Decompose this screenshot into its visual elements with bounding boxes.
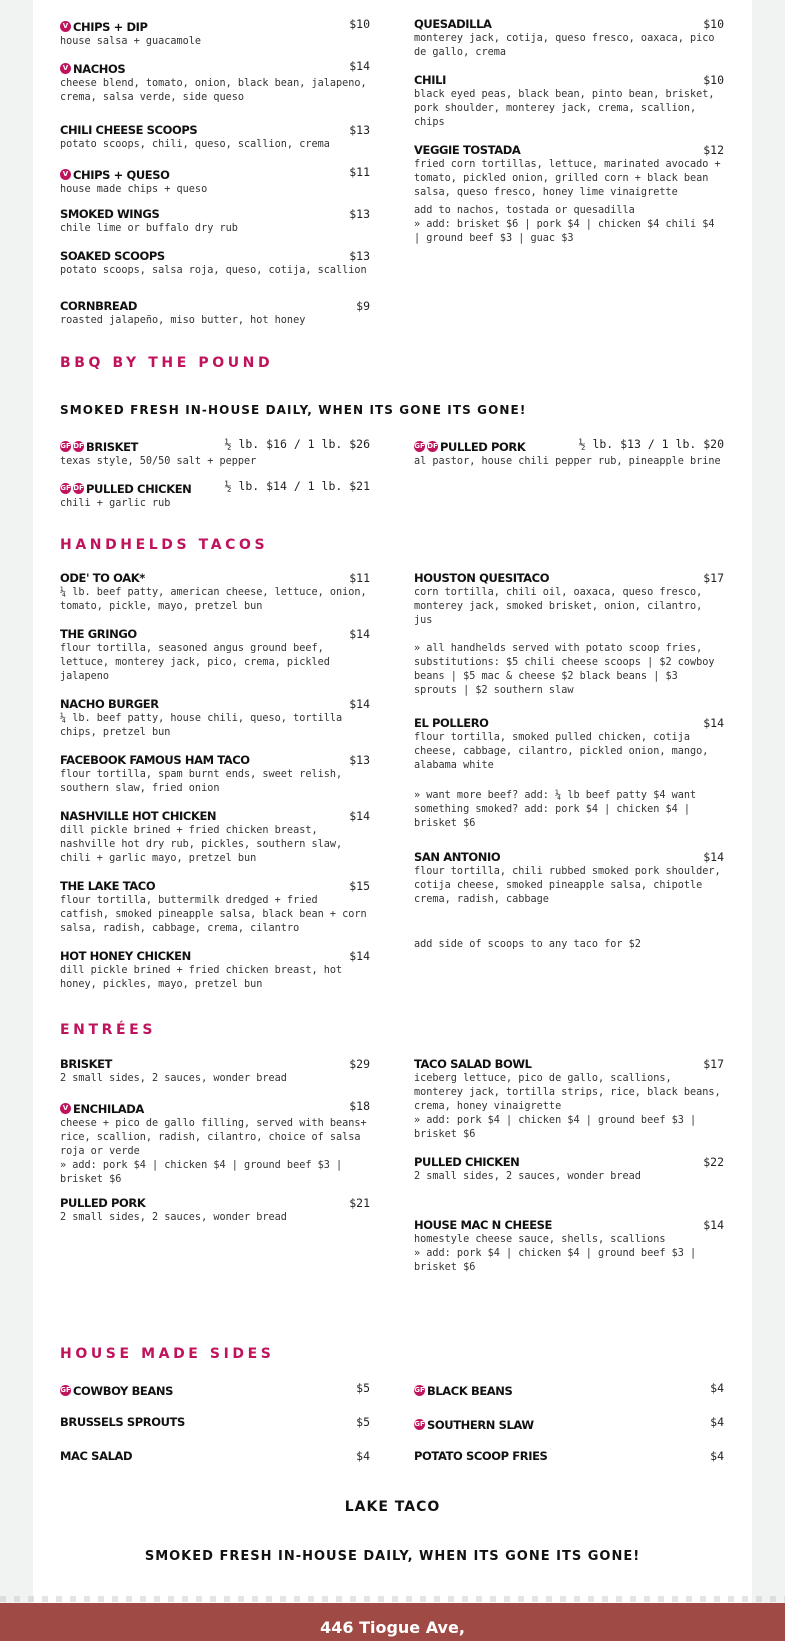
item-header xyxy=(60,1415,370,1429)
item-name-text: NACHOS xyxy=(73,61,126,76)
item-name xyxy=(60,949,191,963)
item-description: texas style, 50/50 salt + pepper xyxy=(60,455,257,467)
item-price: $4 xyxy=(710,1415,724,1429)
item-description: potato scoops, salsa roja, queso, cotija, scallion xyxy=(60,265,367,276)
tagline: SMOKED FRESH IN-HOUSE DAILY, WHEN ITS GONE ITS GONE! xyxy=(144,1549,641,1564)
item-header xyxy=(60,207,370,221)
item-description: flour tortilla, seasoned angus ground beef, lettuce, monterey jack, pico, crema, pickled jalapeno xyxy=(60,643,330,682)
item-name-text: BRUSSELS SPROUTS xyxy=(60,1415,185,1429)
item-header xyxy=(414,1415,724,1432)
item-price: $14 xyxy=(703,850,724,864)
item-name-text: NACHO BURGER xyxy=(60,697,159,711)
item-price: $18 xyxy=(349,1099,370,1113)
item-name xyxy=(60,627,137,641)
menu-item-brisket xyxy=(60,437,370,469)
item-price: $4 xyxy=(710,1381,724,1395)
menu-item-brussels-sprouts xyxy=(60,1415,370,1429)
menu-item-houston-quesitaco xyxy=(414,571,724,628)
gluten-free-badge-icon: GF xyxy=(60,442,71,450)
item-header xyxy=(60,299,370,313)
item-name xyxy=(60,249,165,263)
item-name xyxy=(60,62,125,76)
item-name xyxy=(60,571,145,585)
item-price: $15 xyxy=(349,879,370,893)
menu-item-veggie-tostada xyxy=(414,143,724,200)
item-name xyxy=(414,1155,519,1169)
item-price: $13 xyxy=(349,207,370,221)
item-name-text: EL POLLERO xyxy=(414,716,489,730)
item-price: $10 xyxy=(703,73,724,87)
item-name-text: THE LAKE TACO xyxy=(60,879,156,893)
item-price: $21 xyxy=(349,1196,370,1210)
menu-item-black-beans xyxy=(414,1381,724,1398)
item-header xyxy=(60,17,370,34)
item-price: $17 xyxy=(703,1057,724,1071)
item-price: $14 xyxy=(349,59,370,73)
item-name xyxy=(60,207,159,221)
item-name-text: PULLED CHICKEN xyxy=(414,1155,520,1169)
item-name-text: BRISKET xyxy=(60,1057,112,1071)
menu-item-el-pollero xyxy=(414,716,724,773)
item-header xyxy=(414,437,724,454)
item-price: $9 xyxy=(356,299,370,313)
item-name-text: CHIPS + DIP xyxy=(73,19,148,34)
item-name-text: CORNBREAD xyxy=(60,299,138,313)
entrees-heading: ENTRÉES xyxy=(60,1022,157,1038)
item-name xyxy=(60,879,155,893)
menu-note xyxy=(414,642,724,698)
item-description: chile lime or buffalo dry rub xyxy=(60,223,238,234)
item-header xyxy=(60,753,370,767)
item-name-text: PULLED PORK xyxy=(440,439,526,454)
item-header xyxy=(60,809,370,823)
menu-item-house-mac-n-cheese xyxy=(414,1218,724,1275)
item-name-text: VEGGIE TOSTADA xyxy=(414,143,521,157)
menu-item-southern-slaw xyxy=(414,1415,724,1432)
vegetarian-badge-icon: V xyxy=(60,169,71,180)
item-name-text: NASHVILLE HOT CHICKEN xyxy=(60,809,217,823)
item-name-text: ENCHILADA xyxy=(73,1101,144,1116)
item-header xyxy=(60,437,370,454)
menu-item-brisket xyxy=(60,1057,370,1086)
item-description: fried corn tortillas, lettuce, marinated avocado + tomato, pickled onion, grilled corn + black bean salsa, queso fresco, honey lime vinaigrette xyxy=(414,159,721,198)
item-price: $14 xyxy=(349,697,370,711)
bbq-heading: BBQ BY THE POUND xyxy=(60,355,274,371)
item-description: 2 small sides, 2 sauces, wonder bread xyxy=(60,1073,287,1084)
menu-item-pulled-pork xyxy=(60,1196,370,1225)
item-name-text: PULLED CHICKEN xyxy=(86,481,192,496)
dairy-free-badge-icon: DF xyxy=(73,484,84,492)
vegetarian-badge-icon: V xyxy=(60,63,71,74)
menu-item-nashville-hot-chicken xyxy=(60,809,370,866)
item-description: flour tortilla, spam burnt ends, sweet relish, southern slaw, fried onion xyxy=(60,769,343,794)
vegetarian-badge-icon: V xyxy=(60,21,71,32)
item-header xyxy=(414,1155,724,1169)
sides-heading: HOUSE MADE SIDES xyxy=(60,1346,275,1362)
item-description: chili + garlic rub xyxy=(60,497,171,509)
dairy-free-badge-icon: DF xyxy=(427,442,438,450)
item-header xyxy=(414,1218,724,1232)
item-header xyxy=(414,571,724,585)
item-description: dill pickle brined + fried chicken breast, hot honey, pickles, mayo, pretzel bun xyxy=(60,965,343,990)
menu-item-the-lake-taco xyxy=(60,879,370,936)
menu-item-taco-salad-bowl xyxy=(414,1057,724,1142)
item-name-text: POTATO SCOOP FRIES xyxy=(414,1449,548,1463)
item-description: dill pickle brined + fried chicken breast, nashville hot dry rub, pickles, southern slaw, chili + garlic mayo, pretzel bun xyxy=(60,825,343,864)
item-name-text: QUESADILLA xyxy=(414,17,492,31)
menu-item-the-gringo xyxy=(60,627,370,684)
menu-item-potato-scoop-fries xyxy=(414,1449,724,1463)
item-description: corn tortilla, chili oil, oaxaca, queso fresco, monterey jack, smoked brisket, onion, cilantro, jus xyxy=(414,587,703,626)
menu-item-pulled-chicken xyxy=(60,479,370,511)
item-price: $5 xyxy=(356,1381,370,1395)
vegetarian-badge-icon: V xyxy=(60,1103,71,1114)
menu-item-smoked-wings xyxy=(60,207,370,236)
item-price: $10 xyxy=(349,17,370,31)
menu-item-cornbread xyxy=(60,299,370,328)
item-description: 2 small sides, 2 sauces, wonder bread xyxy=(414,1171,641,1182)
item-name-text: COWBOY BEANS xyxy=(73,1383,173,1398)
item-description: cheese + pico de gallo filling, served with beans+ rice, scallion, radish, cilantro, choice of salsa roja or verde » add: pork $4 | chicken $4 | ground beef $3 | brisket $6 xyxy=(60,1117,367,1185)
item-description: homestyle cheese sauce, shells, scallions » add: pork $4 | chicken $4 | ground beef $3 | brisket $6 xyxy=(414,1234,697,1273)
item-description: flour tortilla, buttermilk dredged + fried catfish, smoked pineapple salsa, black bean + corn salsa, radish, cabbage, crema, cilantro xyxy=(60,895,367,934)
item-name xyxy=(60,753,250,767)
item-price: $14 xyxy=(703,1218,724,1232)
item-name-text: BRISKET xyxy=(86,439,138,454)
item-description: house salsa + guacamole xyxy=(60,35,202,47)
item-name xyxy=(414,17,492,31)
item-description: potato scoops, chili, queso, scallion, crema xyxy=(60,139,330,150)
note-text: » want more beef? add: ¼ lb beef patty $4 want something smoked? add: pork $4 | chicken $4 | brisket $6 xyxy=(414,790,697,829)
item-description: monterey jack, cotija, queso fresco, oaxaca, pico de gallo, crema xyxy=(414,33,715,58)
item-header xyxy=(60,123,370,137)
item-price: $13 xyxy=(349,123,370,137)
gluten-free-badge-icon: GF xyxy=(60,484,71,492)
item-name-text: SOAKED SCOOPS xyxy=(60,249,165,263)
item-name xyxy=(60,1102,144,1116)
item-price: $11 xyxy=(349,571,370,585)
item-name-text: SAN ANTONIO xyxy=(414,850,501,864)
menu-note xyxy=(414,938,724,952)
cut-line xyxy=(0,1596,785,1602)
item-description: flour tortilla, smoked pulled chicken, cotija cheese, cabbage, cilantro, pickled onion, mango, alabama white xyxy=(414,732,709,771)
item-name-text: HOUSE MAC N CHEESE xyxy=(414,1218,553,1232)
menu-note xyxy=(414,789,724,831)
item-name xyxy=(60,168,170,182)
item-header xyxy=(60,59,370,76)
item-price: $11 xyxy=(349,165,370,179)
item-header xyxy=(60,1381,370,1398)
item-name xyxy=(414,850,500,864)
menu-item-chips-dip xyxy=(60,17,370,49)
menu-item-quesadilla xyxy=(414,17,724,60)
gluten-free-badge-icon: GF xyxy=(414,1420,425,1428)
note-text: add side of scoops to any taco for $2 xyxy=(414,939,641,950)
item-price: $14 xyxy=(349,809,370,823)
menu-item-chili-cheese-scoops xyxy=(60,123,370,152)
item-price: $4 xyxy=(710,1449,724,1463)
item-header xyxy=(414,143,724,157)
item-name-text: ODE' TO OAK* xyxy=(60,571,145,585)
item-header xyxy=(60,949,370,963)
item-price: $4 xyxy=(356,1449,370,1463)
item-name xyxy=(60,1449,132,1463)
item-name-text: THE GRINGO xyxy=(60,627,137,641)
item-name xyxy=(414,571,549,585)
item-name xyxy=(60,299,137,313)
item-description: ¼ lb. beef patty, american cheese, lettuce, onion, tomato, pickle, mayo, pretzel bun xyxy=(60,587,367,612)
item-name xyxy=(414,716,489,730)
item-name xyxy=(60,1415,185,1429)
item-description: cheese blend, tomato, onion, black bean, jalapeno, crema, salsa verde, side queso xyxy=(60,77,367,103)
item-price: ½ lb. $16 / 1 lb. $26 xyxy=(224,437,370,451)
item-header xyxy=(414,17,724,31)
bbq-subheading: SMOKED FRESH IN-HOUSE DAILY, WHEN ITS GONE ITS GONE! xyxy=(60,403,527,417)
item-name xyxy=(60,123,197,137)
item-header xyxy=(414,1057,724,1071)
item-header xyxy=(60,479,370,496)
menu-item-cowboy-beans xyxy=(60,1381,370,1398)
gluten-free-badge-icon: GF xyxy=(60,1386,71,1394)
item-price: $5 xyxy=(356,1415,370,1429)
item-price: $29 xyxy=(349,1057,370,1071)
item-name xyxy=(414,1057,532,1071)
item-name-text: TACO SALAD BOWL xyxy=(414,1057,532,1071)
menu-item-nachos xyxy=(60,59,370,105)
starters-addon-note: add to nachos, tostada or quesadilla » add: brisket $6 | pork $4 | chicken $4 chili $4 | ground beef $3 | guac $3 xyxy=(414,205,715,244)
item-name xyxy=(60,697,159,711)
item-header xyxy=(60,627,370,641)
item-name xyxy=(60,1196,145,1210)
item-header xyxy=(60,879,370,893)
item-name xyxy=(60,482,191,496)
item-price: $22 xyxy=(703,1155,724,1169)
item-price: $12 xyxy=(703,143,724,157)
menu-item-pulled-chicken xyxy=(414,1155,724,1184)
item-name xyxy=(60,1057,112,1071)
item-name xyxy=(60,1384,173,1398)
menu-item-ode-to-oak xyxy=(60,571,370,614)
item-name-text: SOUTHERN SLAW xyxy=(427,1417,534,1432)
menu-item-chili xyxy=(414,73,724,130)
item-name xyxy=(414,1418,534,1432)
item-header xyxy=(414,1381,724,1398)
handhelds-heading: HANDHELDS TACOS xyxy=(60,537,269,553)
item-header xyxy=(60,1196,370,1210)
item-name xyxy=(60,20,148,34)
item-name-text: BLACK BEANS xyxy=(427,1383,513,1398)
item-name xyxy=(414,73,446,87)
item-header xyxy=(60,165,370,182)
item-header xyxy=(414,73,724,87)
item-price: $14 xyxy=(703,716,724,730)
item-description: 2 small sides, 2 sauces, wonder bread xyxy=(60,1212,287,1223)
menu-item-hot-honey-chicken xyxy=(60,949,370,992)
item-description: roasted jalapeño, miso butter, hot honey xyxy=(60,315,306,326)
item-description: black eyed peas, black bean, pinto bean, brisket, pork shoulder, monterey jack, crema, scallion, chips xyxy=(414,89,715,128)
gluten-free-badge-icon: GF xyxy=(414,442,425,450)
item-description: house made chips + queso xyxy=(60,183,208,195)
footer-bar xyxy=(0,1603,785,1641)
item-price: $13 xyxy=(349,249,370,263)
item-price: $10 xyxy=(703,17,724,31)
item-price: $13 xyxy=(349,753,370,767)
item-name-text: CHILI CHEESE SCOOPS xyxy=(60,123,198,137)
item-name xyxy=(60,440,138,454)
menu-item-san-antonio xyxy=(414,850,724,907)
item-name xyxy=(60,809,216,823)
item-description: al pastor, house chili pepper rub, pineapple brine xyxy=(414,455,721,467)
item-price: $14 xyxy=(349,949,370,963)
item-price: $14 xyxy=(349,627,370,641)
item-name-text: CHILI xyxy=(414,73,446,87)
menu-item-pulled-pork xyxy=(414,437,724,469)
item-header xyxy=(60,1449,370,1463)
menu-item-chips-queso xyxy=(60,165,370,197)
item-description: iceberg lettuce, pico de gallo, scallions, monterey jack, tortilla strips, rice, black beans, crema, honey vinaigrette » add: pork $4 | chicken $4 | ground beef $3 | brisket $6 xyxy=(414,1073,721,1140)
item-price: $17 xyxy=(703,571,724,585)
menu-item-soaked-scoops xyxy=(60,249,370,278)
note-text: » all handhelds served with potato scoop fries, substitutions: $5 chili cheese scoops | $2 cowboy beans | $5 mac & cheese $2 black beans | $3 sprouts | $2 southern slaw xyxy=(414,643,715,696)
menu-item-facebook-famous-ham-taco xyxy=(60,753,370,796)
item-name xyxy=(414,440,525,454)
item-name-text: FACEBOOK FAMOUS HAM TACO xyxy=(60,753,250,767)
item-header xyxy=(60,1099,370,1116)
menu-item-nacho-burger xyxy=(60,697,370,740)
item-name-text: PULLED PORK xyxy=(60,1196,146,1210)
dairy-free-badge-icon: DF xyxy=(73,442,84,450)
item-header xyxy=(60,697,370,711)
item-header xyxy=(60,249,370,263)
gluten-free-badge-icon: GF xyxy=(414,1386,425,1394)
item-name-text: MAC SALAD xyxy=(60,1449,133,1463)
item-name-text: HOT HONEY CHICKEN xyxy=(60,949,191,963)
item-header xyxy=(60,571,370,585)
item-name xyxy=(414,1449,547,1463)
item-header xyxy=(414,1449,724,1463)
item-name-text: SMOKED WINGS xyxy=(60,207,160,221)
item-header xyxy=(414,850,724,864)
item-name xyxy=(414,1218,552,1232)
item-header xyxy=(414,716,724,730)
item-price: ½ lb. $14 / 1 lb. $21 xyxy=(224,479,370,493)
item-name xyxy=(414,143,520,157)
item-name-text: HOUSTON QUESITACO xyxy=(414,571,550,585)
item-name-text: CHIPS + QUESO xyxy=(73,167,170,182)
footer-address[interactable]: 446 Tiogue Ave, xyxy=(320,1618,465,1637)
item-name xyxy=(414,1384,512,1398)
item-description: flour tortilla, chili rubbed smoked pork shoulder, cotija cheese, smoked pineapple salsa, chipotle crema, radish, cabbage xyxy=(414,866,721,905)
item-price: ½ lb. $13 / 1 lb. $20 xyxy=(578,437,724,451)
menu-item-mac-salad xyxy=(60,1449,370,1463)
item-description: ¼ lb. beef patty, house chili, queso, tortilla chips, pretzel bun xyxy=(60,713,343,738)
restaurant-name: LAKE TACO xyxy=(344,1499,441,1515)
menu-item-enchilada xyxy=(60,1099,370,1187)
item-header xyxy=(60,1057,370,1071)
